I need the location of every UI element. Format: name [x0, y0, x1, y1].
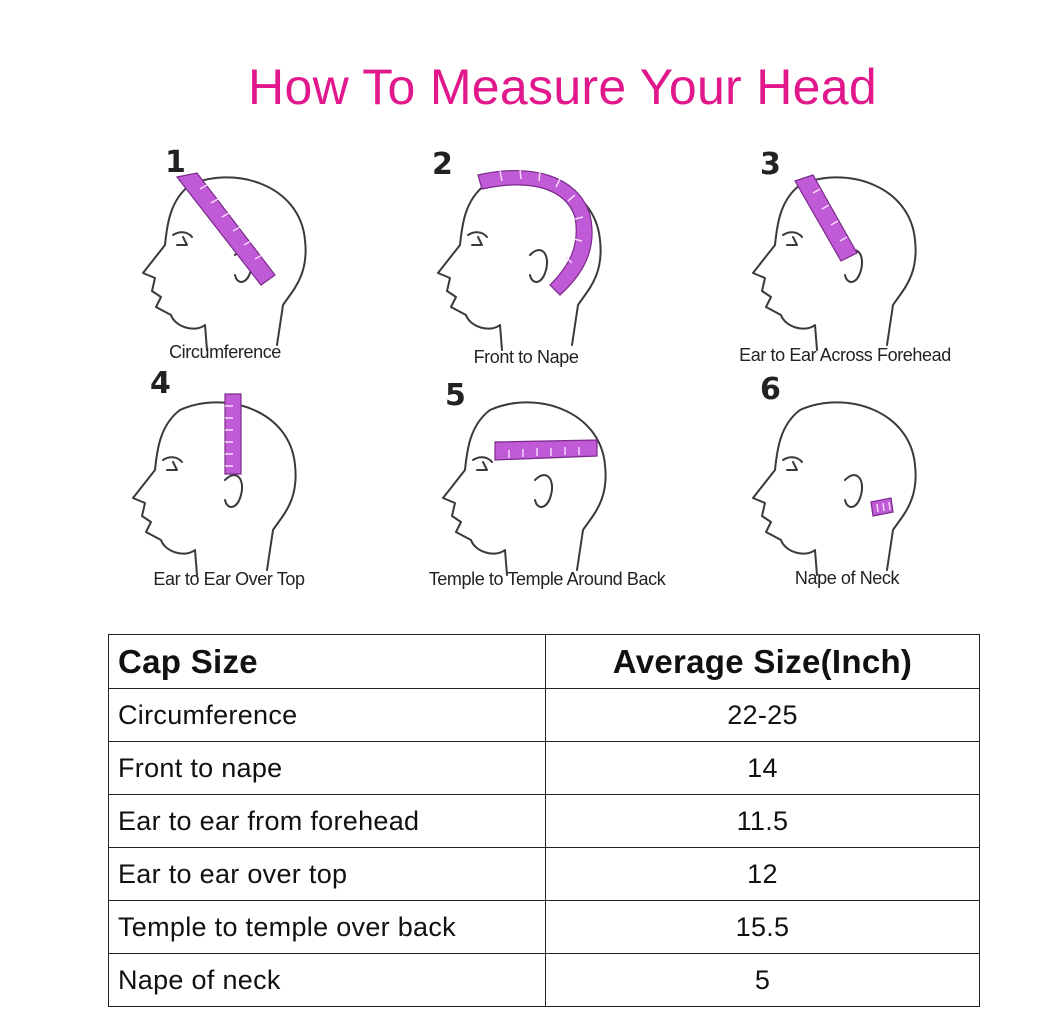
table-row	[109, 795, 980, 848]
size-table	[108, 634, 980, 1007]
row-label: Temple to temple over back	[109, 901, 546, 954]
table-row	[109, 742, 980, 795]
page-title: How To Measure Your Head	[248, 59, 877, 115]
row-value: 11.5	[546, 795, 980, 848]
figure-number: 5	[445, 378, 466, 413]
figure-number: 4	[150, 366, 171, 401]
table-row	[109, 689, 980, 742]
row-label: Front to nape	[109, 742, 546, 795]
row-value: 22-25	[546, 689, 980, 742]
figure-caption: Ear to Ear Across Forehead	[739, 345, 951, 365]
row-label: Nape of neck	[109, 954, 546, 1007]
figure-caption: Circumference	[169, 342, 281, 362]
figure-temple-to-temple	[415, 370, 675, 595]
figure-nape-of-neck	[725, 370, 985, 595]
row-value: 14	[546, 742, 980, 795]
figure-number: 2	[432, 147, 453, 182]
figure-number: 1	[165, 145, 186, 180]
row-label: Circumference	[109, 689, 546, 742]
figure-caption: Ear to Ear Over Top	[153, 569, 305, 589]
column-header-average-size: Average Size(Inch)	[546, 635, 980, 689]
row-value: 15.5	[546, 901, 980, 954]
measuring-tape	[495, 440, 597, 460]
row-value: 12	[546, 848, 980, 901]
figure-ear-to-ear-top	[105, 366, 365, 595]
head-diagram-circumference	[115, 145, 375, 370]
head-diagram-ear-to-ear-top	[105, 370, 365, 595]
figure-caption: Nape of Neck	[794, 568, 900, 588]
row-value: 5	[546, 954, 980, 1007]
table-header-row	[109, 635, 980, 689]
figure-caption: Temple to Temple Around Back	[428, 569, 666, 589]
table-row	[109, 954, 980, 1007]
table-row	[109, 901, 980, 954]
measuring-tape	[177, 173, 275, 285]
row-label: Ear to ear over top	[109, 848, 546, 901]
measuring-tape	[478, 171, 592, 295]
figure-circumference	[115, 145, 375, 370]
row-label: Ear to ear from forehead	[109, 795, 546, 848]
figure-number: 6	[760, 372, 781, 407]
figure-ear-to-ear-forehead	[725, 145, 985, 370]
column-header-cap-size: Cap Size	[109, 635, 546, 689]
figure-number: 3	[760, 147, 781, 182]
figure-front-to-nape	[410, 145, 670, 370]
figure-caption: Front to Nape	[473, 347, 579, 367]
measuring-tape	[795, 175, 857, 261]
table-row	[109, 848, 980, 901]
